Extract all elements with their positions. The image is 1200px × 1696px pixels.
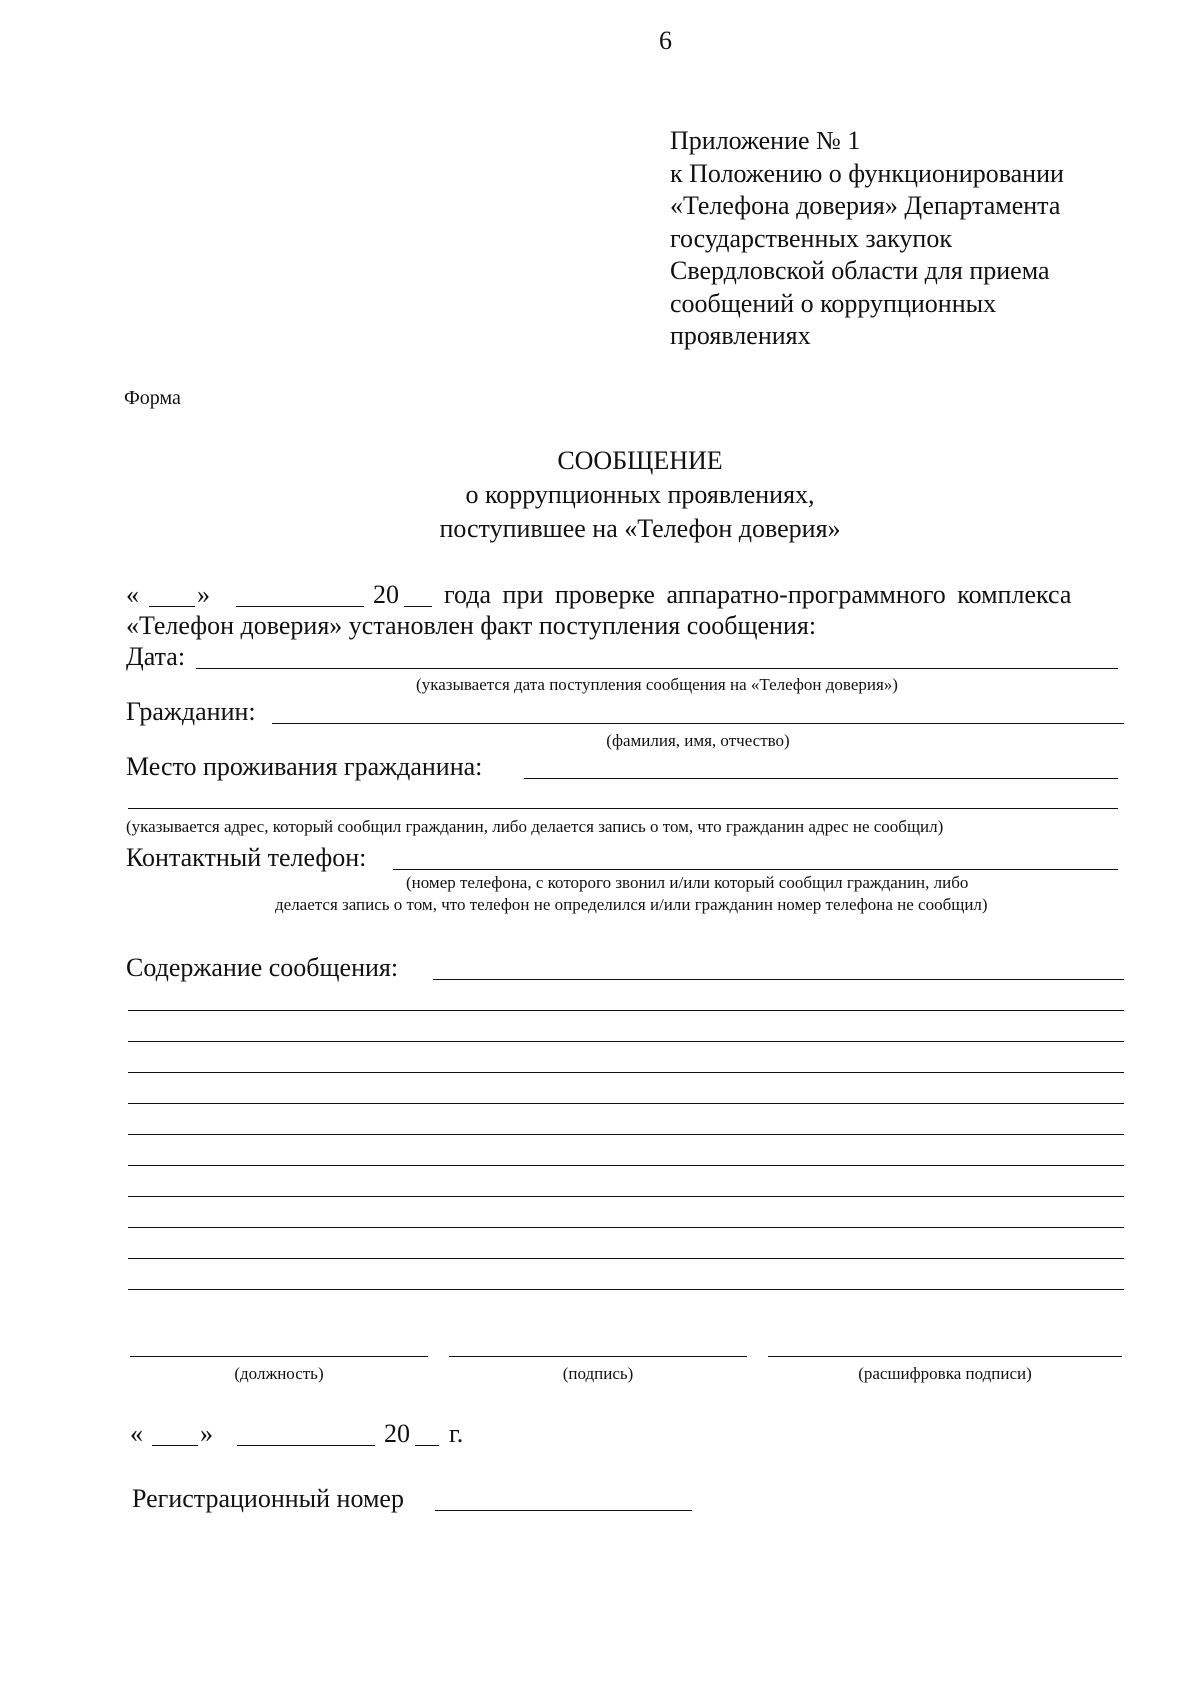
- citizen-hint: (фамилия, имя, отчество): [606, 731, 790, 750]
- signature-field[interactable]: [449, 1356, 747, 1357]
- intro-line2-text: «Телефон доверия» установлен факт поступления сообщения:: [126, 611, 817, 640]
- position-hint: (должность): [234, 1364, 324, 1383]
- footer-month-blank[interactable]: [237, 1445, 375, 1446]
- intro-month-blank[interactable]: [236, 606, 364, 607]
- footer-quote-close: »: [200, 1419, 213, 1448]
- intro-quote-close: »: [197, 580, 210, 609]
- registration-field[interactable]: [435, 1510, 692, 1511]
- content-line[interactable]: [128, 1196, 1124, 1197]
- residence-label: Место проживания гражданина:: [126, 752, 483, 781]
- content-line[interactable]: [128, 1258, 1124, 1259]
- phone-field[interactable]: [393, 869, 1118, 870]
- registration-label: Регистрационный номер: [132, 1484, 404, 1513]
- appendix-line: Приложение № 1: [670, 126, 861, 155]
- date-label: Дата:: [126, 642, 186, 671]
- phone-label: Контактный телефон:: [126, 843, 367, 872]
- content-line[interactable]: [128, 1072, 1124, 1073]
- title-line-3: поступившее на «Телефон доверия»: [439, 514, 841, 543]
- residence-hint: (указывается адрес, который сообщил гражданин, либо делается запись о том, что гражданин адрес не сообщил): [126, 817, 944, 836]
- footer-year-prefix: 20: [384, 1419, 410, 1448]
- position-field[interactable]: [130, 1356, 428, 1357]
- date-field[interactable]: [196, 668, 1118, 669]
- form-label: Форма: [124, 387, 181, 409]
- footer-day-blank[interactable]: [152, 1445, 198, 1446]
- date-hint: (указывается дата поступления сообщения на «Телефон доверия»): [416, 675, 898, 694]
- appendix-line: сообщений о коррупционных: [670, 288, 997, 318]
- appendix-line: проявлениях: [670, 321, 811, 350]
- intro-quote-open: «: [126, 580, 139, 609]
- residence-field[interactable]: [524, 778, 1118, 779]
- content-line[interactable]: [128, 1134, 1124, 1135]
- phone-hint-1: (номер телефона, с которого звонил и/или который сообщил гражданин, либо: [406, 873, 969, 892]
- page-number: 6: [659, 26, 672, 55]
- content-line[interactable]: [128, 1103, 1124, 1104]
- phone-hint-2: делается запись о том, что телефон не определился и/или гражданин номер телефона не сообщил): [275, 895, 988, 914]
- citizen-label: Гражданин:: [126, 697, 256, 726]
- footer-year-blank[interactable]: [415, 1445, 439, 1446]
- title-line-2: о коррупционных проявлениях,: [465, 480, 815, 509]
- signature-decode-field[interactable]: [768, 1356, 1122, 1357]
- residence-field-extra[interactable]: [128, 808, 1118, 809]
- citizen-field[interactable]: [272, 723, 1124, 724]
- content-label: Содержание сообщения:: [126, 953, 399, 982]
- footer-quote-open: «: [130, 1419, 143, 1448]
- title-line-1: СООБЩЕНИЕ: [557, 446, 723, 475]
- appendix-line: государственных закупок: [670, 223, 952, 253]
- appendix-block: [670, 125, 1064, 353]
- intro-line1-text: года при проверке аппаратно-программного комплекса: [444, 580, 1072, 609]
- appendix-line: к Положению о функционировании: [670, 158, 1064, 188]
- content-field[interactable]: [433, 979, 1124, 980]
- content-line[interactable]: [128, 1165, 1124, 1166]
- content-line[interactable]: [128, 1010, 1124, 1011]
- signature-decode-hint: (расшифровка подписи): [858, 1364, 1032, 1383]
- intro-year-prefix: 20: [373, 580, 399, 609]
- content-line[interactable]: [128, 1227, 1124, 1228]
- content-line[interactable]: [128, 1289, 1124, 1290]
- intro-day-blank[interactable]: [149, 606, 195, 607]
- appendix-line: «Телефона доверия» Департамента: [670, 191, 1061, 220]
- content-line[interactable]: [128, 1041, 1124, 1042]
- appendix-line: Свердловской области для приема: [670, 256, 1050, 285]
- intro-year-blank[interactable]: [404, 606, 432, 607]
- signature-hint: (подпись): [562, 1364, 634, 1383]
- footer-year-suffix: г.: [449, 1419, 464, 1448]
